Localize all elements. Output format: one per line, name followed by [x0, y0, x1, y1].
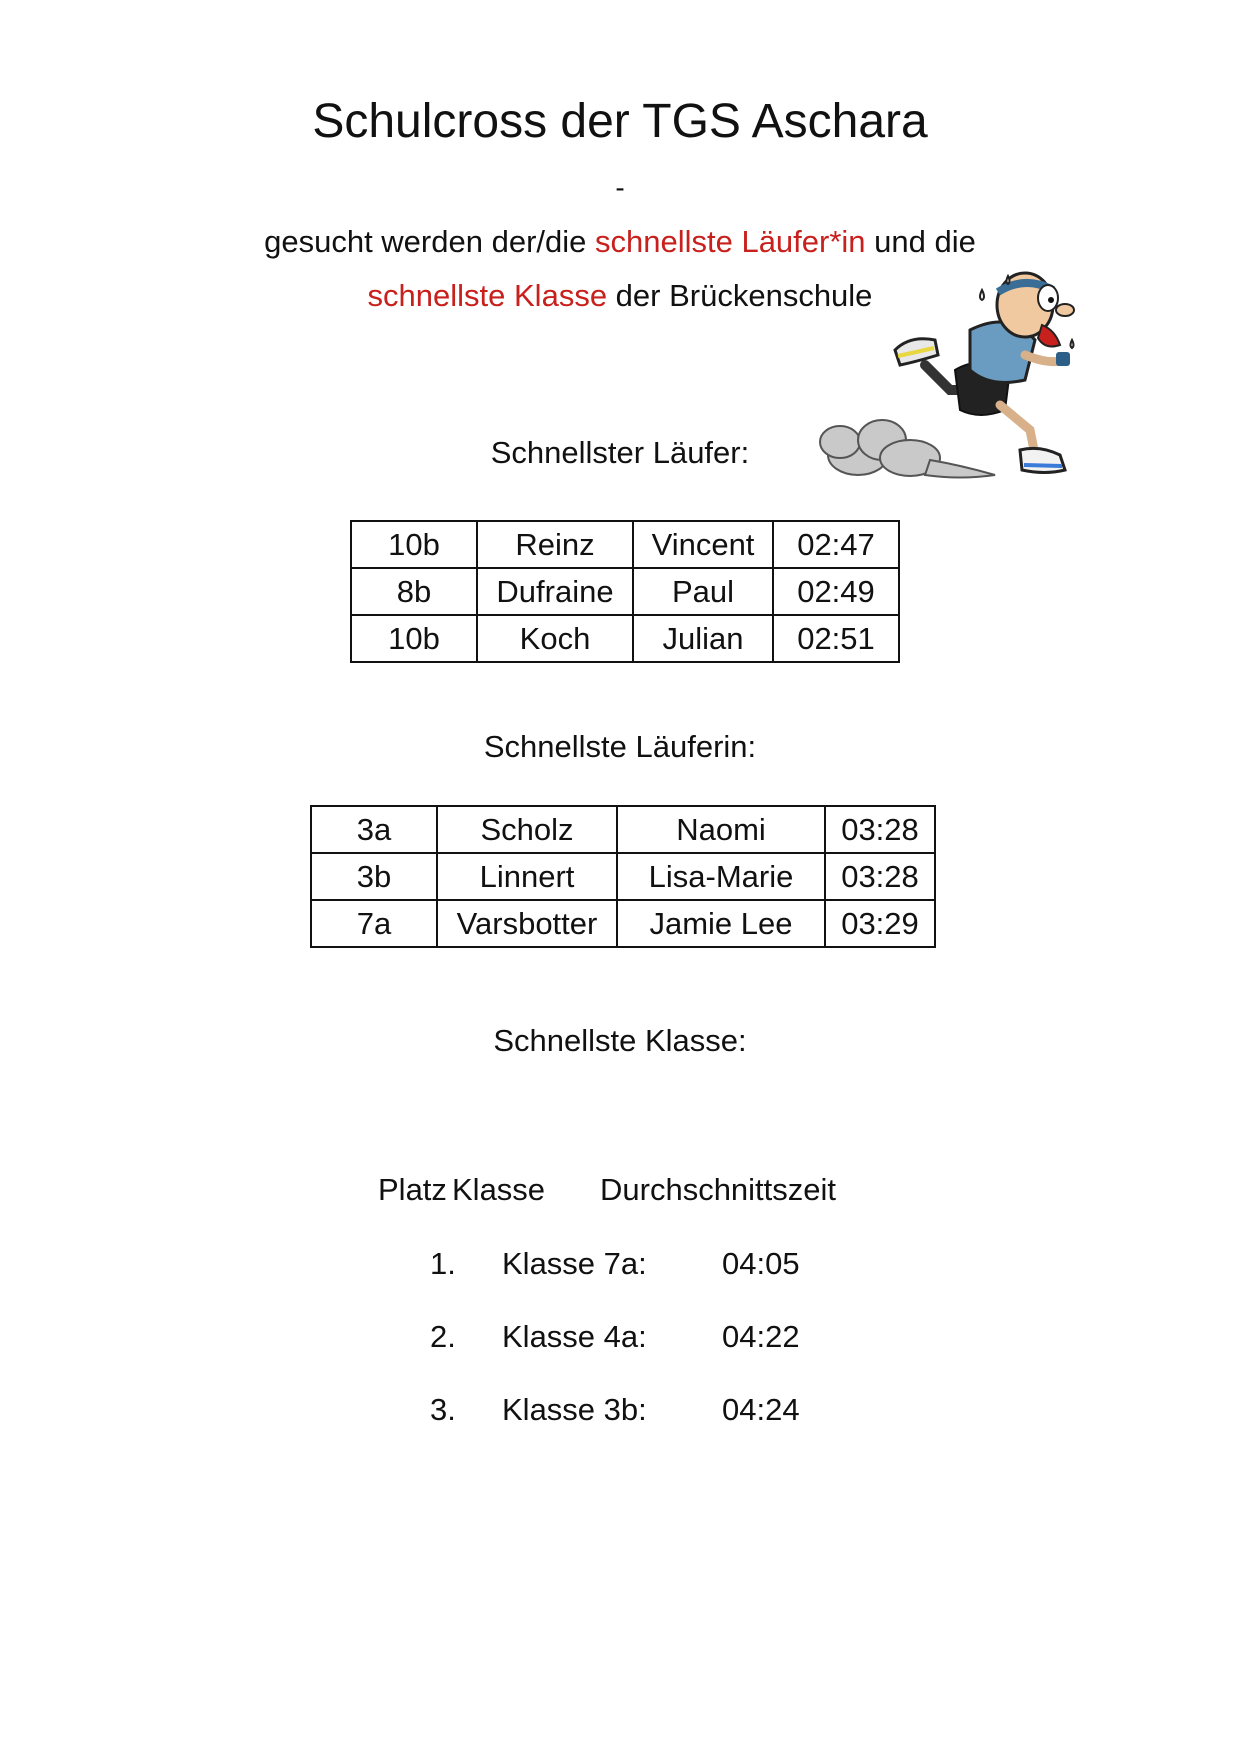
heading-fastest-class: Schnellste Klasse: — [493, 1023, 747, 1058]
cell-time: 03:28 — [825, 806, 935, 853]
cell-time: 02:49 — [773, 568, 899, 615]
subtitle-text: gesucht werden der/die — [264, 224, 595, 259]
subtitle-text: und die — [865, 224, 976, 259]
column-header-place: Platz — [378, 1172, 447, 1207]
ranking-time: 04:24 — [722, 1392, 800, 1427]
column-header-average-time: Durchschnittszeit — [600, 1172, 837, 1207]
class-ranking-row — [0, 1390, 1240, 1430]
heading-fastest-boy: Schnellster Läufer: — [490, 435, 750, 470]
ranking-class: Klasse 7a: — [502, 1246, 647, 1281]
cell-firstname: Vincent — [633, 521, 773, 568]
cell-firstname: Julian — [633, 615, 773, 662]
cell-firstname: Lisa-Marie — [617, 853, 825, 900]
cell-firstname: Jamie Lee — [617, 900, 825, 947]
fastest-girl-table — [310, 805, 936, 948]
cell-time: 03:28 — [825, 853, 935, 900]
subtitle-highlight-class: schnellste Klasse — [367, 278, 608, 313]
table-row — [311, 853, 935, 900]
cell-class: 7a — [311, 900, 437, 947]
subtitle-highlight-runner: schnellste Läufer*in — [594, 224, 866, 259]
table-row — [351, 521, 899, 568]
cell-class: 3a — [311, 806, 437, 853]
cell-firstname: Paul — [633, 568, 773, 615]
column-header-class: Klasse — [452, 1172, 546, 1207]
cell-lastname: Koch — [477, 615, 633, 662]
ranking-time: 04:05 — [722, 1246, 800, 1281]
subtitle-text: der Brückenschule — [607, 278, 873, 313]
ranking-place: 3. — [430, 1392, 456, 1427]
table-row — [311, 900, 935, 947]
ranking-time: 04:22 — [722, 1319, 800, 1354]
table-row — [351, 568, 899, 615]
cell-class: 3b — [311, 853, 437, 900]
heading-fastest-girl: Schnellste Läuferin: — [483, 729, 757, 764]
cell-time: 03:29 — [825, 900, 935, 947]
ranking-place: 2. — [430, 1319, 456, 1354]
fastest-boy-table — [350, 520, 900, 663]
cell-time: 02:47 — [773, 521, 899, 568]
ranking-place: 1. — [430, 1246, 456, 1281]
ranking-class: Klasse 3b: — [502, 1392, 647, 1427]
cell-lastname: Scholz — [437, 806, 617, 853]
title-separator: - — [615, 172, 625, 203]
cell-lastname: Varsbotter — [437, 900, 617, 947]
cell-lastname: Linnert — [437, 853, 617, 900]
cell-lastname: Dufraine — [477, 568, 633, 615]
class-ranking-row — [0, 1317, 1240, 1357]
class-ranking-row — [0, 1244, 1240, 1284]
table-row — [351, 615, 899, 662]
cell-firstname: Naomi — [617, 806, 825, 853]
cell-lastname: Reinz — [477, 521, 633, 568]
cell-class: 10b — [351, 521, 477, 568]
cell-class: 10b — [351, 615, 477, 662]
cell-time: 02:51 — [773, 615, 899, 662]
cell-class: 8b — [351, 568, 477, 615]
subtitle-line-1 — [0, 222, 1240, 262]
page-title: Schulcross der TGS Aschara — [312, 95, 928, 148]
ranking-class: Klasse 4a: — [502, 1319, 647, 1354]
table-row — [311, 806, 935, 853]
